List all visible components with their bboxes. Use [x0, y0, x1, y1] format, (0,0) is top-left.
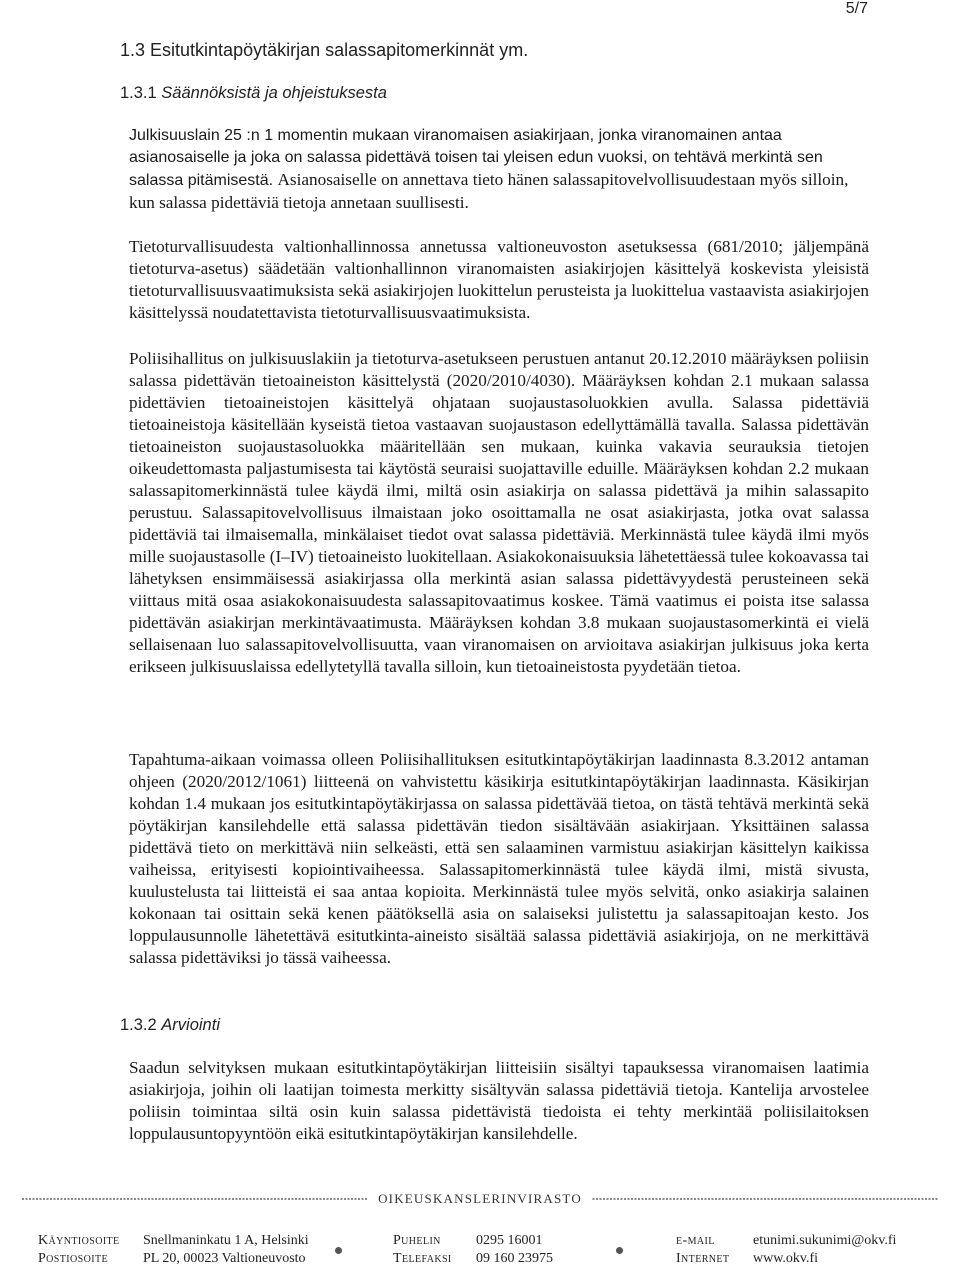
footer-email-value[interactable]: etunimi.sukunimi@okv.fi — [753, 1233, 897, 1248]
footer-visit-value: Snellmaninkatu 1 A, Helsinki — [143, 1233, 309, 1248]
footer-org-name-wrapper — [0, 1190, 960, 1208]
paragraph-1-part-b: Asianosaiselle on annettava tieto hänen salassapitovelvollisuudestaan myös silloin, kun salassa pidettäviä tietoja annetaan suullisesti. — [129, 170, 849, 212]
footer-fax-label: Telefaksi — [393, 1251, 452, 1266]
footer-fax-value: 09 160 23975 — [476, 1251, 553, 1266]
footer-org-name: OIKEUSKANSLERINVIRASTO — [368, 1191, 592, 1206]
section-title: Säännöksistä ja ohjeistuksesta — [161, 84, 387, 102]
paragraph-1-part-a: Julkisuuslain 25 :n 1 momentin mukaan viranomaisen asiakirjaan, jonka viranomainen antaa asianosaiselle ja joka on salassa pidettävä toisen tai yleisen edun vuoksi, on tehtävä merkintä sen salassa pitämisestä. — [129, 127, 823, 189]
section-number: 1.3.1 — [120, 84, 162, 102]
paragraph-3: Poliisihallitus on julkisuuslakiin ja tietoturva-asetukseen perustuen antanut 20.12.2010 määräyksen poliisin salassa pidettävän tietoaineiston käsittelystä (2020/2010/4030). Määräyksen kohdan 2.1 mukaan salassa pidettävien tietoaineistojen käsittelyä ohjataan suojaustasoluokkien avulla. Salassa pidettäviä tietoaineistoja käsitellään kyseistä tietoa vastaavan suojaustason edellyttämällä tavalla. Salassa pidettävän tietoaineiston suojaustasoluokka määritellään sen mukaan, kuinka vakavia seurauksia tietojen oikeudettomasta paljastumisesta tai käytöstä seuraisi suojattaville eduille. Määräyksen kohdan 2.2 mukaan salassapitomerkinnästä tulee käydä ilmi, miltä osin asiakirja on salassa pidettävä ja mihin salassapito perustuu. Salassapitovelvollisuus ilmaistaan joko osoittamalla ne osat asiakirjasta, jotka ovat salassa pidettäviä tai ilmaisemalla, minkälaiset tiedot ovat salassa pidettäviä. Merkinnästä tulee käydä ilmi myös mille suojaustasolle (I–IV) tietoaineisto luokitellaan. Asiakokonaisuuksia lähetettäessä tulee kokoavassa tai lähetyksen ensimmäisessä asiakirjassa olla merkintä asian salassa pidettävyydestä perusteineen sekä viittaus mitä osaa asiakokonaisuudesta salassapitovaatimus koskee. Tämä vaatimus ei poista itse salassa pidettävän asiakirjan merkintävaatimusta. Määräyksen kohdan 3.8 mukaan suojaustasomerkintä ei vielä sellaisenaan luo salassapitovelvollisuutta, vaan viranomaisen on arvioitava asiakirjan julkisuus joka kerta erikseen julkisuuslaissa edellytetyllä tavalla silloin, kun tietoaineistosta pyydetään tietoa. — [129, 349, 869, 676]
footer-internet-label: Internet — [676, 1251, 730, 1266]
footer-email-label: e-mail — [676, 1233, 715, 1248]
paragraph-4: Tapahtuma-aikaan voimassa olleen Poliisihallituksen esitutkintapöytäkirjan laadinnasta 8.3.2012 antaman ohjeen (2020/2012/1061) liitteenä on vahvistettu käsikirja esitutkintapöytäkirjan laadinnasta. Käsikirjan kohdan 1.4 mukaan jos esitutkintapöytäkirjassa on salassa pidettävää tietoa, on tästä tehtävä merkintä sekä pöytäkirjan kansilehdelle että salassa pidettävän tiedon sisältävään asiakirjaan. Yksittäinen salassa pidettävä tieto on merkittävä niin selkeästi, että sen salaaminen varmistuu asiakirjan käsittelyn kaikissa vaiheissa, erityisesti kopiointivaiheessa. Salassapitomerkinnästä tulee käydä ilmi, mistä sivusta, kuulustelusta tai liitteistä ei saa antaa kopioita. Merkinnästä tulee myös selvitä, onko asiakirja salainen kokonaan tai osittain sekä kenen päätöksellä asia on salaiseksi julistettu ja salassapitoajan kesto. Jos loppulausunnolle lähetettävä esitutkinta-aineisto sisältää salassa pidettäviä asiakirjoja, on ne merkittävä salassa pidettäviksi jo tässä vaiheessa. — [129, 750, 869, 967]
footer-internet-value[interactable]: www.okv.fi — [753, 1251, 819, 1266]
section-title: Arviointi — [161, 1016, 220, 1034]
paragraph-5: Saadun selvityksen mukaan esitutkintapöytäkirjan liitteisiin sisältyi tapauksessa viranomaisen laatimia asiakirjoja, joihin oli laatijan toimesta merkitty sisältyvän salassa pidettäviä tietoja. Kantelija arvostelee poliisin toimintaa siltä osin kuin salassa pidettävistä tiedoista ei tehty merkintää poliisilaitoksen loppulausuntopyyntöön eikä esitutkintapöytäkirjan kansilehdelle. — [129, 1058, 869, 1143]
footer-post-label: Postiosoite — [38, 1251, 108, 1266]
paragraph-2: Tietoturvallisuudesta valtionhallinnossa annetussa valtioneuvoston asetuksessa (681/2010; jäljempänä tietoturva-asetus) säädetään valtionhallinnon viranomaisten asiakirjojen käsittelyä koskevista yleisistä tietoturvallisuusvaatimuksista sekä asiakirjojen luokittelun perusteista ja luokittelua vastaavista asiakirjojen käsittelyssä noudatettavista tietoturvallisuusvaatimuksista. — [129, 237, 869, 322]
footer-phone-value: 0295 16001 — [476, 1233, 543, 1248]
heading-section-1-3-1 — [120, 84, 387, 103]
page-number: 5/7 — [845, 0, 868, 17]
footer-post-value: PL 20, 00023 Valtioneuvosto — [143, 1251, 306, 1266]
heading-section-1-3: 1.3 Esitutkintapöytäkirjan salassapitomerkinnät ym. — [120, 40, 529, 60]
paragraph-1 — [129, 125, 869, 215]
footer-visit-label: Käyntiosoite — [38, 1233, 120, 1248]
footer-bullet-icon — [616, 1247, 623, 1254]
section-number: 1.3.2 — [120, 1016, 162, 1034]
heading-section-1-3-2 — [120, 1016, 220, 1035]
footer-bullet-icon — [335, 1247, 342, 1254]
footer-phone-label: Puhelin — [393, 1233, 441, 1248]
